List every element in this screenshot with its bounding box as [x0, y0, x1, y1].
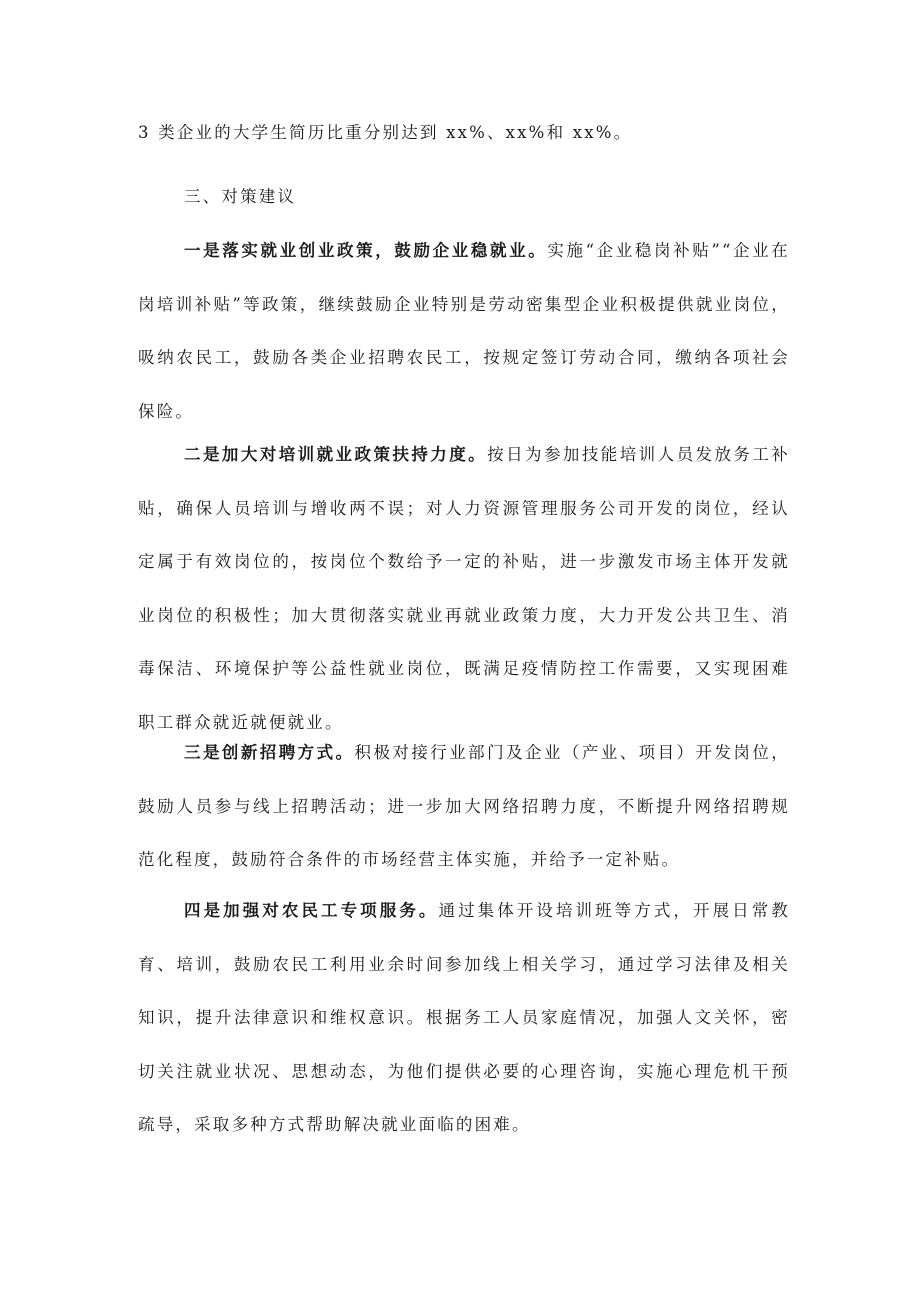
carryover-line: 3 类企业的大学生简历比重分别达到 xx%、xx%和 xx%。 — [138, 123, 633, 142]
paragraph-2 — [138, 428, 790, 749]
section-heading: 三、对策建议 — [184, 187, 297, 206]
paragraph-2-body: 按日为参加技能培训人员发放务工补贴，确保人员培训与增收两不误；对人力资源管理服务公司开发的岗位，经认定属于有效岗位的，按岗位个数给予一定的补贴，进一步激发市场主体开发就业岗位的积极性；加大贯彻落实就业再就业政策力度，大力开发公共卫生、消毒保洁、环境保护等公益性就业岗位，既满足疫情防控工作需要，又实现困难职工群众就近就便就业。 — [138, 445, 790, 732]
paragraph-3-body: 积极对接行业部门及企业（产业、项目）开发岗位，鼓励人员参与线上招聘活动；进一步加大网络招聘力度，不断提升网络招聘规范化程度，鼓励符合条件的市场经营主体实施，并给予一定补贴。 — [138, 743, 790, 869]
paragraph-3-lead: 三是创新招聘方式。 — [184, 743, 355, 762]
paragraph-3 — [138, 726, 790, 887]
paragraph-2-lead: 二是加大对培训就业政策扶持力度。 — [184, 445, 488, 464]
paragraph-4-lead: 四是加强对农民工专项服务。 — [184, 901, 439, 920]
paragraph-1-lead: 一是落实就业创业政策，鼓励企业稳就业。 — [184, 241, 548, 260]
paragraph-4-body: 通过集体开设培训班等方式，开展日常教育、培训，鼓励农民工利用业余时间参加线上相关学习，通过学习法律及相关知识，提升法律意识和维权意识。根据务工人员家庭情况，加强人文关怀，密切关注就业状况、思想动态，为他们提供必要的心理咨询，实施心理危机干预疏导，采取多种方式帮助解决就业面临的困难。 — [138, 901, 790, 1134]
paragraph-4 — [138, 884, 790, 1152]
paragraph-1 — [138, 224, 790, 438]
paragraph-1-body: 实施“企业稳岗补贴”“企业在岗培训补贴”等政策，继续鼓励企业特别是劳动密集型企业积极提供就业岗位，吸纳农民工，鼓励各类企业招聘农民工，按规定签订劳动合同，缴纳各项社会保险。 — [138, 241, 790, 421]
